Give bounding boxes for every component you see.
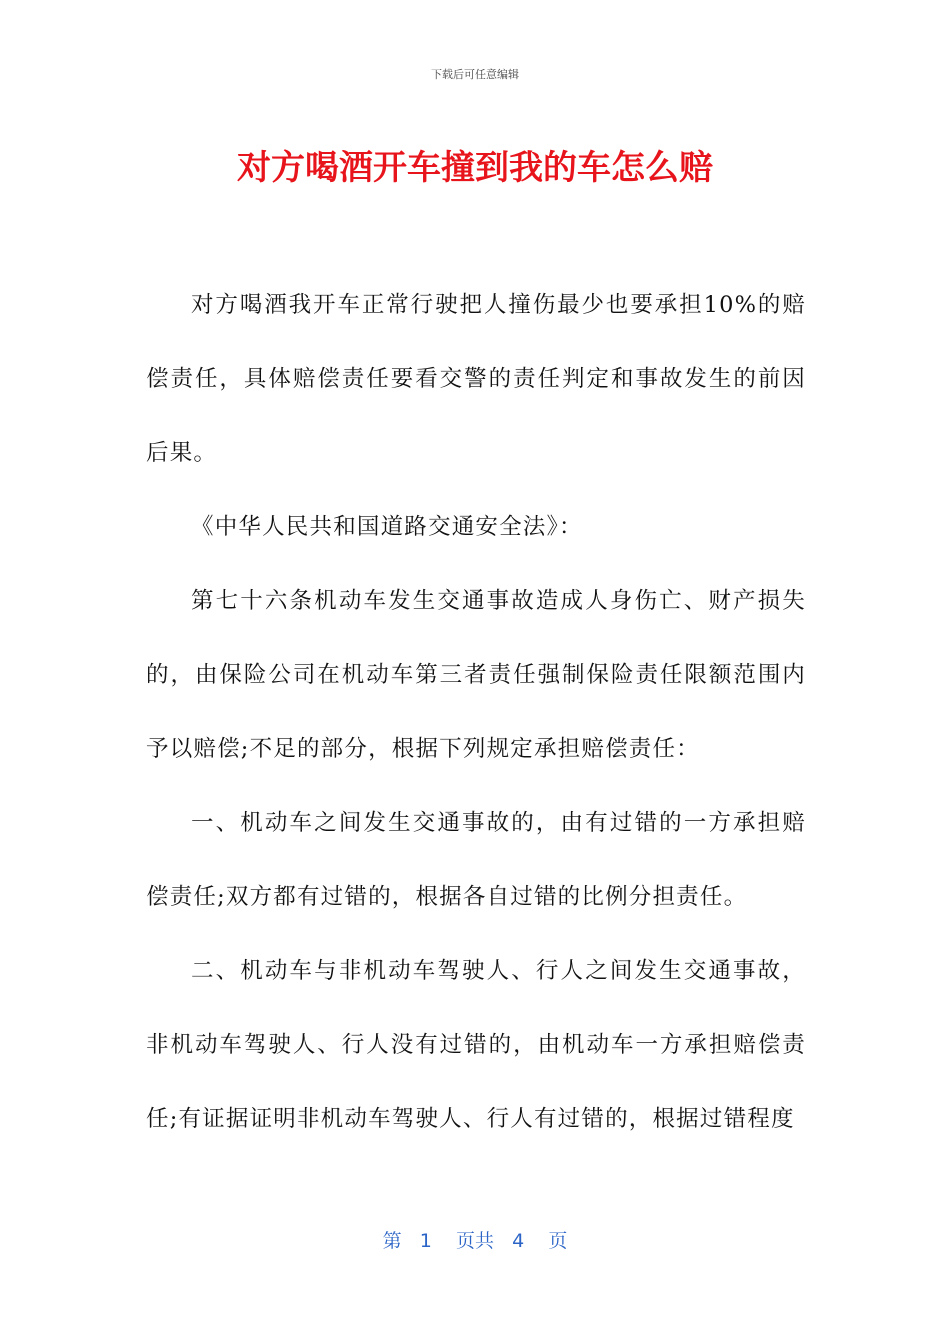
paragraph-clause-1: 一、机动车之间发生交通事故的，由有过错的一方承担赔偿责任;双方都有过错的，根据各自过错的比例分担责任。 xyxy=(146,810,806,910)
page-number-footer xyxy=(0,1226,950,1253)
paragraph-intro: 对方喝酒我开车正常行驶把人撞伤最少也要承担10%的赔偿责任，具体赔偿责任要看交警的责任判定和事故发生的前因后果。 xyxy=(146,292,806,466)
total-pages-number: 4 xyxy=(512,1230,525,1252)
header-note: 下载后可任意编辑 xyxy=(431,68,519,81)
paragraph-clause-2: 二、机动车与非机动车驾驶人、行人之间发生交通事故，非机动车驾驶人、行人没有过错的，由机动车一方承担赔偿责任;有证据证明非机动车驾驶人、行人有过错的，根据过错程度 xyxy=(146,958,806,1132)
page-suffix: 页 xyxy=(548,1230,568,1252)
document-title: 对方喝酒开车撞到我的车怎么赔 xyxy=(237,148,713,188)
paragraph-law-name: 《中华人民共和国道路交通安全法》： xyxy=(191,514,583,540)
document-body xyxy=(146,268,806,1156)
paragraph-article-76: 第七十六条机动车发生交通事故造成人身伤亡、财产损失的，由保险公司在机动车第三者责任强制保险责任限额范围内予以赔偿;不足的部分，根据下列规定承担赔偿责任： xyxy=(146,588,806,762)
current-page-number: 1 xyxy=(419,1230,432,1252)
page-middle: 页共 xyxy=(455,1230,494,1252)
page-prefix: 第 xyxy=(382,1230,402,1252)
